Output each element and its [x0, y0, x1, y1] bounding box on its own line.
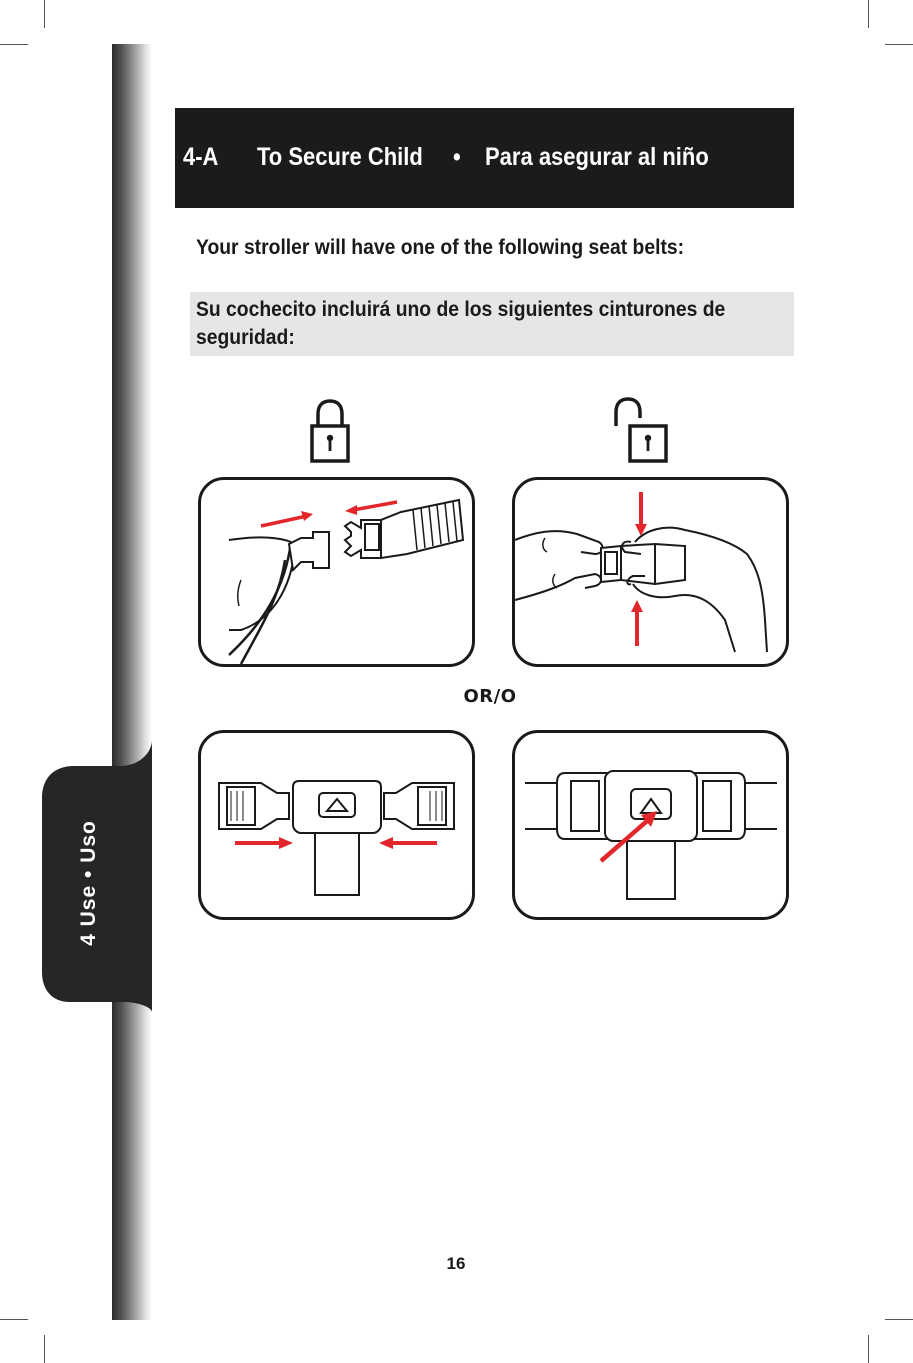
intro-spanish-box [190, 292, 794, 356]
crop-mark [868, 1335, 869, 1363]
crop-mark [44, 1335, 45, 1363]
sidebar-band [112, 44, 152, 1320]
section-title-en: To Secure Child [257, 143, 423, 171]
crop-mark [885, 44, 913, 45]
crop-mark [0, 1319, 28, 1320]
section-title-es: Para asegurar al niño [485, 143, 709, 171]
illustration-buckle-fasten [198, 477, 475, 667]
title-separator: • [453, 143, 461, 171]
or-divider-label: OR/O [463, 686, 517, 707]
illustration-center-buckle-fasten [198, 730, 475, 920]
crop-mark [885, 1319, 913, 1320]
intro-english: Your stroller will have one of the following seat belts: [196, 236, 685, 259]
illustration-center-buckle-release [512, 730, 789, 920]
crop-mark [44, 0, 45, 28]
intro-spanish: Su cochecito incluirá uno de los siguientes cinturones de seguridad: [196, 298, 726, 349]
lock-closed-icon [308, 398, 352, 464]
page-number: 16 [446, 1254, 466, 1273]
section-number: 4-A [183, 143, 219, 171]
section-header [175, 108, 794, 208]
crop-mark [868, 0, 869, 28]
section-tab-label: 4 Use • Uso [77, 820, 101, 946]
illustration-buckle-release [512, 477, 789, 667]
lock-open-icon [612, 396, 668, 464]
crop-mark [0, 44, 28, 45]
